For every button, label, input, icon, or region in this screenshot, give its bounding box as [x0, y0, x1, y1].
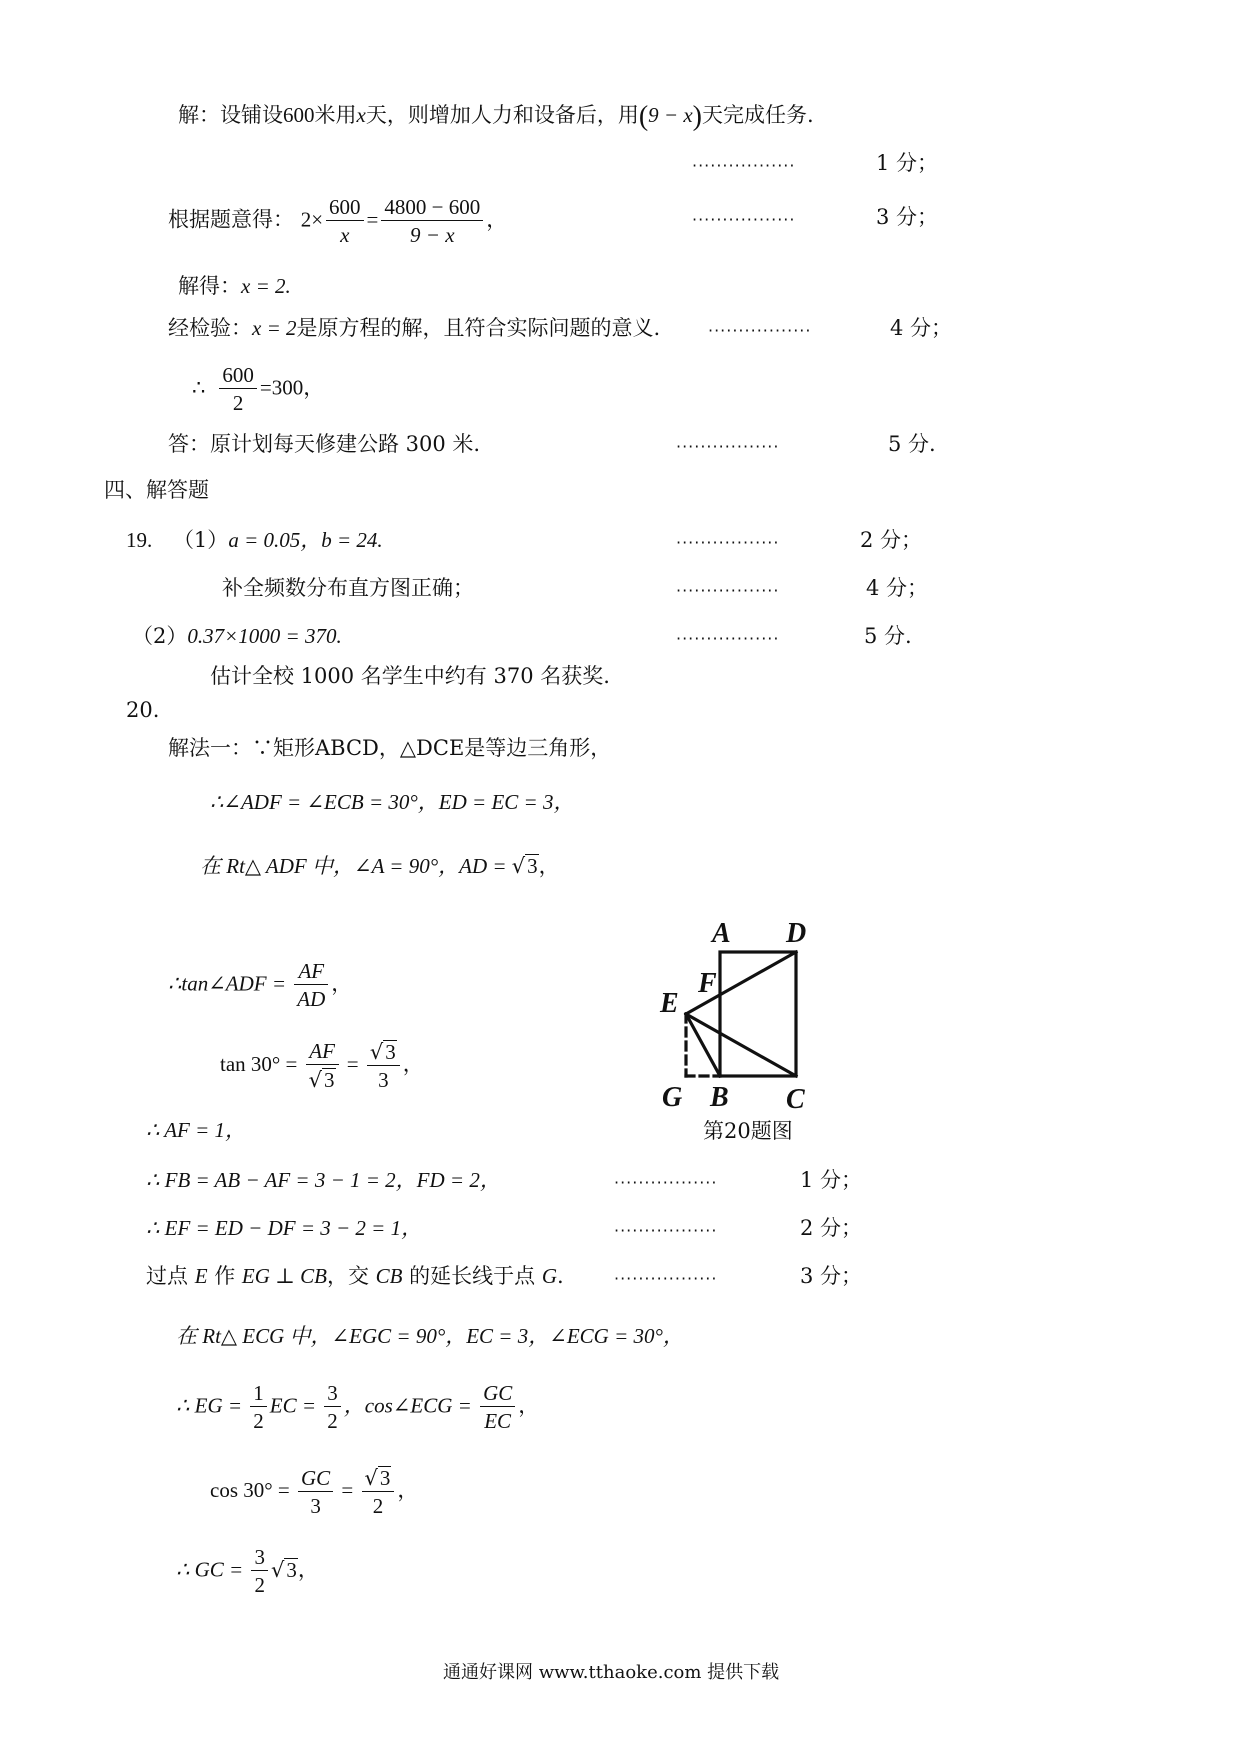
equals: = — [366, 207, 379, 232]
score-4: 4 分； — [890, 316, 953, 340]
text: 过点 — [146, 1264, 195, 1288]
denominator: 2 — [253, 1409, 264, 1434]
math: 在 Rt△ ADF 中，∠A = 90°，AD = — [200, 854, 512, 878]
footer: 通通好课网 www.tthaoke.com 提供下载 — [443, 1662, 780, 1683]
q20-fb: ∴ FB = AB − AF = 3 − 1 = 2，FD = 2， — [146, 1168, 501, 1192]
score-3: 3 分； — [800, 1264, 863, 1288]
text: ， — [331, 971, 353, 996]
numerator: AF — [306, 1040, 339, 1065]
text: 根据题意得： — [168, 207, 294, 232]
text: 天，则增加人力和设备后，用 — [365, 103, 639, 127]
fraction — [251, 1546, 268, 1596]
text: 经检验： — [168, 316, 252, 340]
math: a = 0.05，b = 24. — [228, 528, 383, 552]
q20-af: ∴ AF = 1， — [146, 1118, 247, 1142]
q20-line3 — [200, 854, 560, 877]
fraction — [324, 1382, 341, 1432]
part-label: （1） — [172, 528, 229, 552]
text: 作 — [207, 1264, 242, 1288]
denominator: AD — [297, 987, 326, 1012]
text: 是原方程的解，且符合实际问题的意义. — [296, 316, 661, 340]
radicand: 3 — [286, 1557, 297, 1582]
text: ， — [518, 1393, 540, 1418]
score-2: 2 分； — [860, 528, 923, 552]
sqrt — [512, 854, 539, 877]
q19-part2 — [132, 626, 342, 647]
q20-tan — [168, 960, 352, 1010]
part-label: （2） — [132, 624, 188, 648]
label-a: A — [712, 918, 731, 949]
paren-open: ( — [638, 101, 649, 132]
fraction — [294, 960, 328, 1010]
score-leader: ················· — [676, 533, 780, 552]
denominator: 2 — [254, 1573, 265, 1598]
radical-icon: √ — [364, 1466, 378, 1490]
text: 解：设铺设 — [178, 103, 283, 127]
text: ， — [397, 1478, 419, 1503]
radicand: 3 — [379, 1466, 391, 1490]
math: 0.37×1000 = 370. — [187, 624, 342, 648]
numerator: GC — [298, 1467, 333, 1492]
text: . — [557, 1264, 564, 1288]
sqrt — [309, 1068, 336, 1091]
denominator: 3 — [310, 1493, 321, 1518]
radicand: 3 — [324, 1068, 335, 1093]
radicand: 3 — [385, 1040, 396, 1064]
q18-check — [168, 318, 660, 339]
fraction — [480, 1382, 515, 1432]
score-5: 5 分. — [888, 432, 936, 456]
score-leader: ················· — [614, 1269, 718, 1288]
math: CB — [375, 1264, 403, 1288]
fraction — [250, 1382, 267, 1432]
q19-estimate: 估计全校 1000 名学生中约有 370 名获奖. — [210, 664, 610, 688]
math: x = 2. — [241, 274, 291, 298]
math: ∴tan∠ADF = — [168, 971, 292, 996]
math: ，cos∠ECG = — [343, 1393, 478, 1418]
numerator: 600 — [326, 196, 364, 221]
text: =300， — [259, 375, 325, 400]
question-number: 19. — [126, 528, 153, 552]
score-2: 2 分； — [800, 1216, 863, 1240]
denominator: 2 — [372, 1494, 384, 1519]
q20-line1: 解法一：∵矩形ABCD，△DCE是等边三角形， — [168, 736, 612, 760]
paren-close: ) — [692, 101, 702, 132]
label-b: B — [710, 1082, 729, 1113]
q20-line2: ∴∠ADF = ∠ECB = 30°，ED = EC = 3， — [210, 790, 575, 814]
therefore-symbol: ∴ — [192, 375, 206, 400]
score-leader: ················· — [708, 321, 812, 340]
q20-eg-construct — [146, 1266, 564, 1287]
radical-icon: √ — [369, 1040, 384, 1064]
label-c: C — [786, 1084, 805, 1115]
q20-gc — [176, 1546, 319, 1596]
score-leader: ················· — [692, 156, 796, 175]
q18-line1 — [178, 103, 814, 131]
q20-ef: ∴ EF = ED − DF = 3 − 2 = 1， — [146, 1216, 423, 1240]
fraction — [219, 364, 257, 414]
equals: = — [336, 1478, 359, 1503]
numerator: 1 — [250, 1382, 267, 1407]
score-3: 3 分； — [876, 205, 939, 229]
fraction — [298, 1467, 333, 1517]
score-1: 1 分； — [800, 1168, 863, 1192]
numerator: 600 — [219, 364, 257, 389]
sqrt — [365, 1466, 392, 1489]
figure-20-diagram — [650, 910, 830, 1120]
text: ，交 — [326, 1264, 376, 1288]
q18-answer: 答：原计划每天修建公路 300 米. — [168, 432, 481, 456]
math: EG ⊥ CB — [241, 1264, 327, 1288]
radical-icon: √ — [511, 854, 526, 878]
denominator: 2 — [232, 391, 244, 416]
label-e: E — [660, 988, 679, 1019]
q20-rt-ecg: 在 Rt△ ECG 中，∠EGC = 90°，EC = 3，∠ECG = 30°， — [176, 1324, 684, 1348]
q18-equation — [168, 196, 507, 246]
figure-caption: 第20题图 — [703, 1119, 793, 1143]
math: EC = — [269, 1393, 322, 1418]
score-leader: ················· — [676, 629, 780, 648]
fraction — [381, 196, 483, 246]
text: ， — [486, 207, 508, 232]
text: 解得： — [178, 274, 241, 298]
q20-cos30 — [210, 1466, 418, 1517]
equals: = — [341, 1052, 364, 1077]
sqrt — [370, 1040, 397, 1063]
q20-number: 20. — [126, 698, 160, 722]
radical-icon: √ — [308, 1068, 323, 1093]
text: 600 — [283, 103, 315, 127]
score-leader: ················· — [676, 437, 780, 456]
section-title: 四、解答题 — [104, 478, 209, 502]
label-g: G — [662, 1082, 683, 1113]
fraction — [367, 1040, 400, 1091]
q19-note: 补全频数分布直方图正确； — [222, 576, 474, 600]
score-leader: ················· — [692, 210, 796, 229]
denominator: x — [340, 223, 350, 248]
denominator: EC — [484, 1409, 512, 1434]
numerator — [362, 1466, 395, 1492]
expr: 9 − x — [648, 103, 693, 127]
math: ∴ GC = — [176, 1557, 249, 1582]
radicand: 3 — [527, 854, 538, 878]
math: x = 2 — [252, 316, 297, 340]
denominator: 3 — [378, 1068, 389, 1093]
score-leader: ················· — [614, 1173, 718, 1192]
sqrt — [271, 1558, 298, 1581]
math: tan 30° = — [220, 1052, 303, 1077]
denominator — [306, 1065, 339, 1091]
fraction — [362, 1466, 395, 1517]
fraction — [306, 1040, 339, 1091]
text: ， — [538, 854, 560, 878]
denominator: 9 − x — [410, 223, 455, 248]
text: 天完成任务. — [701, 103, 814, 127]
label-f: F — [698, 968, 717, 999]
score-5: 5 分. — [864, 624, 912, 648]
q20-tan30 — [220, 1040, 424, 1091]
label-d: D — [786, 918, 807, 949]
score-leader: ················· — [614, 1221, 718, 1240]
text: ， — [402, 1052, 424, 1077]
radical-icon: √ — [270, 1557, 285, 1582]
math: ∴ EG = — [176, 1393, 248, 1418]
score-4: 4 分； — [866, 576, 929, 600]
text: ， — [297, 1557, 319, 1582]
point-label: G — [541, 1264, 558, 1288]
rectangle-abcd — [720, 952, 796, 1076]
text: 米用 — [314, 103, 357, 127]
numerator — [367, 1040, 400, 1066]
numerator: AF — [294, 960, 328, 985]
q20-eg — [176, 1382, 539, 1432]
text: 的延长线于点 — [402, 1264, 542, 1288]
var-x: x — [356, 103, 366, 127]
score-1: 1 分； — [876, 151, 939, 175]
numerator: 3 — [251, 1546, 268, 1571]
q18-solve — [178, 276, 291, 297]
point-label: E — [194, 1264, 208, 1288]
score-leader: ················· — [676, 581, 780, 600]
numerator: 4800 − 600 — [381, 196, 483, 221]
q19-part1 — [126, 530, 383, 551]
denominator: 2 — [327, 1409, 338, 1434]
fraction — [326, 196, 364, 246]
numerator: 3 — [324, 1382, 341, 1407]
math: cos 30° = — [210, 1478, 295, 1503]
numerator: GC — [480, 1382, 515, 1407]
q18-therefore — [192, 364, 324, 414]
coef: 2× — [300, 207, 324, 232]
